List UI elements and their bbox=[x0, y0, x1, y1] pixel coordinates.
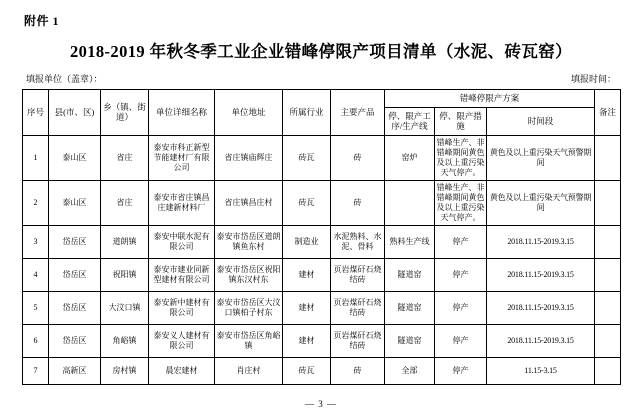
cell-note bbox=[595, 225, 621, 258]
cell-address: 泰安市岱岳区大汶口镇柏子村东 bbox=[215, 291, 283, 324]
table-row bbox=[23, 225, 621, 258]
cell-unit: 泰安中联水泥有限公司 bbox=[149, 225, 215, 258]
cell-seq: 4 bbox=[23, 258, 49, 291]
table-row bbox=[23, 291, 621, 324]
col-header-line: 停、限产工序/生产线 bbox=[385, 107, 435, 135]
cell-address: 泰安市岱岳区道朗镇鱼东村 bbox=[215, 225, 283, 258]
page-footer: — 3 — bbox=[305, 399, 337, 409]
cell-period: 11.15-3.15 bbox=[487, 357, 595, 384]
cell-period: 2018.11.15-2019.3.15 bbox=[487, 324, 595, 357]
col-header-note: 备注 bbox=[595, 90, 621, 136]
cell-line: 隧道窑 bbox=[385, 324, 435, 357]
cell-period: 2018.11.15-2019.3.15 bbox=[487, 225, 595, 258]
cell-industry: 建材 bbox=[283, 324, 331, 357]
cell-seq: 7 bbox=[23, 357, 49, 384]
cell-address: 泰安市岱岳区角峪镇 bbox=[215, 324, 283, 357]
cell-town: 道朗镇 bbox=[101, 225, 149, 258]
cell-unit: 晨宏建材 bbox=[149, 357, 215, 384]
page-title: 2018-2019 年秋冬季工业企业错峰停限产项目清单（水泥、砖瓦窑） bbox=[69, 42, 573, 61]
cell-note bbox=[595, 135, 621, 180]
cell-unit: 泰安新中建材有限公司 bbox=[149, 291, 215, 324]
cell-address: 省庄镇昌庄村 bbox=[215, 180, 283, 225]
cell-town: 省庄 bbox=[101, 135, 149, 180]
cell-industry: 砖瓦 bbox=[283, 180, 331, 225]
cell-measure: 停产 bbox=[435, 258, 487, 291]
cell-note bbox=[595, 291, 621, 324]
cell-note bbox=[595, 258, 621, 291]
cell-line: 熟料生产线 bbox=[385, 225, 435, 258]
cell-period: 黄色及以上重污染天气预警期间 bbox=[487, 180, 595, 225]
table-row bbox=[23, 135, 621, 180]
table-row bbox=[23, 324, 621, 357]
cell-measure: 停产 bbox=[435, 357, 487, 384]
cell-line: 窑炉 bbox=[385, 135, 435, 180]
cell-industry: 砖瓦 bbox=[283, 135, 331, 180]
cell-period: 2018.11.15-2019.3.15 bbox=[487, 291, 595, 324]
cell-unit: 泰安市省庄镇昌庄建新材料厂 bbox=[149, 180, 215, 225]
cell-line: 隧道窑 bbox=[385, 258, 435, 291]
cell-county: 岱岳区 bbox=[49, 324, 101, 357]
col-header-unit: 单位详细名称 bbox=[149, 90, 215, 136]
cell-seq: 5 bbox=[23, 291, 49, 324]
cell-address: 泰安市岱岳区祝阳镇东汉村东 bbox=[215, 258, 283, 291]
cell-product: 水泥熟料、水泥、骨料 bbox=[331, 225, 385, 258]
cell-town: 省庄 bbox=[101, 180, 149, 225]
cell-county: 岱岳区 bbox=[49, 258, 101, 291]
cell-measure: 错峰生产、非错峰期间黄色及以上重污染天气停产。 bbox=[435, 180, 487, 225]
table-header-row-1 bbox=[23, 90, 621, 108]
cell-measure: 错峰生产、非错峰期间黄色及以上重污染天气停产。 bbox=[435, 135, 487, 180]
cell-unit: 泰安市科正新型节能建材厂有限公司 bbox=[149, 135, 215, 180]
cell-county: 岱岳区 bbox=[49, 225, 101, 258]
cell-line: 全部 bbox=[385, 357, 435, 384]
cell-unit: 泰安义人建材有限公司 bbox=[149, 324, 215, 357]
cell-product: 页岩煤矸石烧结砖 bbox=[331, 258, 385, 291]
cell-town: 角峪镇 bbox=[101, 324, 149, 357]
fill-date-label: 填报时间： bbox=[570, 74, 616, 84]
cell-measure: 停产 bbox=[435, 291, 487, 324]
cell-product: 砖 bbox=[331, 357, 385, 384]
cell-county: 泰山区 bbox=[49, 135, 101, 180]
cell-note bbox=[595, 357, 621, 384]
cell-note bbox=[595, 180, 621, 225]
cell-note bbox=[595, 324, 621, 357]
filler-unit-label: 填报单位（盖章）： bbox=[26, 74, 103, 84]
cell-industry: 砖瓦 bbox=[283, 357, 331, 384]
col-header-industry: 所属行业 bbox=[283, 90, 331, 136]
cell-line bbox=[385, 180, 435, 225]
cell-town: 房村镇 bbox=[101, 357, 149, 384]
cell-county: 泰山区 bbox=[49, 180, 101, 225]
col-header-county: 县(市、区) bbox=[49, 90, 101, 136]
cell-measure: 停产 bbox=[435, 324, 487, 357]
cell-address: 肖庄村 bbox=[215, 357, 283, 384]
peak-shifting-production-table bbox=[22, 89, 621, 385]
table-row bbox=[23, 180, 621, 225]
cell-county: 岱岳区 bbox=[49, 291, 101, 324]
cell-period: 2018.11.15-2019.3.15 bbox=[487, 258, 595, 291]
cell-industry: 制造业 bbox=[283, 225, 331, 258]
cell-industry: 建材 bbox=[283, 291, 331, 324]
col-header-address: 单位地址 bbox=[215, 90, 283, 136]
cell-period: 黄色及以上重污染天气预警期间 bbox=[487, 135, 595, 180]
cell-town: 大汶口镇 bbox=[101, 291, 149, 324]
cell-seq: 2 bbox=[23, 180, 49, 225]
cell-line: 隧道窑 bbox=[385, 291, 435, 324]
cell-seq: 1 bbox=[23, 135, 49, 180]
cell-product: 页岩煤矸石烧结砖 bbox=[331, 324, 385, 357]
cell-industry: 建材 bbox=[283, 258, 331, 291]
cell-product: 砖 bbox=[331, 135, 385, 180]
table-row bbox=[23, 258, 621, 291]
meta-row bbox=[26, 72, 616, 85]
cell-address: 省庄镇庙辉庄 bbox=[215, 135, 283, 180]
cell-seq: 3 bbox=[23, 225, 49, 258]
col-header-measure: 停、限产措施 bbox=[435, 107, 487, 135]
attachment-number: 附件 1 bbox=[24, 14, 60, 28]
cell-unit: 泰安市建业同新型建材有限公司 bbox=[149, 258, 215, 291]
col-header-product: 主要产品 bbox=[331, 90, 385, 136]
cell-town: 祝阳镇 bbox=[101, 258, 149, 291]
col-header-plan-group: 错峰停限产方案 bbox=[385, 90, 595, 108]
cell-measure: 停产 bbox=[435, 225, 487, 258]
cell-county: 高新区 bbox=[49, 357, 101, 384]
col-header-seq: 序号 bbox=[23, 90, 49, 136]
cell-product: 砖 bbox=[331, 180, 385, 225]
cell-seq: 6 bbox=[23, 324, 49, 357]
col-header-period: 时间段 bbox=[487, 107, 595, 135]
col-header-town: 乡（镇、街道） bbox=[101, 90, 149, 136]
cell-product: 页岩煤矸石烧结砖 bbox=[331, 291, 385, 324]
table-row bbox=[23, 357, 621, 384]
